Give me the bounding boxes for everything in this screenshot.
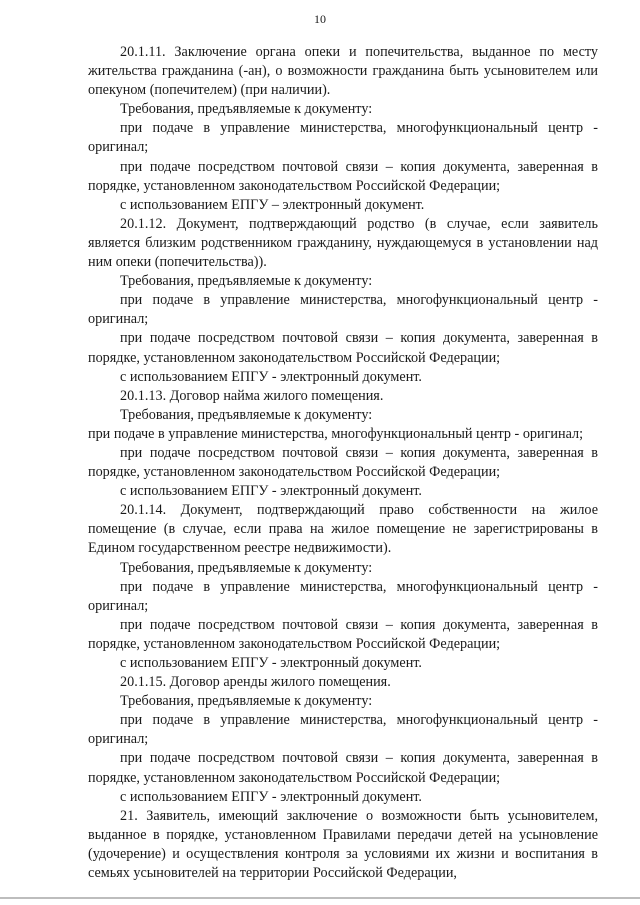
requirement-office-original: при подаче в управление министерства, многофункциональный центр - оригинал; <box>88 578 598 614</box>
requirement-office-original: при подаче в управление министерства, многофункциональный центр - оригинал; <box>88 425 584 442</box>
paragraph-20-1-12: 20.1.12. Документ, подтверждающий родство (в случае, если заявитель является близким родственником гражданину, нуждающемуся в установлении над ним опеки (попечительства)). <box>88 215 598 271</box>
paragraph-20-1-13: 20.1.13. Договор найма жилого помещения. <box>120 387 384 404</box>
requirements-heading: Требования, предъявляемые к документу: <box>120 273 373 290</box>
page-number: 10 <box>314 12 326 26</box>
document-body <box>88 43 598 883</box>
requirements-heading: Требования, предъявляемые к документу: <box>120 693 373 710</box>
scan-edge-line <box>0 897 640 899</box>
requirement-epgu-electronic: с использованием ЕПГУ – электронный документ. <box>120 196 425 213</box>
requirement-postal-copy: при подаче посредством почтовой связи – копия документа, заверенная в порядке, установленном законодательством Российской Федерации; <box>88 616 598 652</box>
requirements-heading: Требования, предъявляемые к документу: <box>120 101 373 118</box>
paragraph-20-1-15: 20.1.15. Договор аренды жилого помещения. <box>120 674 391 691</box>
requirement-office-original: при подаче в управление министерства, многофункциональный центр - оригинал; <box>88 292 598 328</box>
requirement-postal-copy: при подаче посредством почтовой связи – копия документа, заверенная в порядке, установленном законодательством Российской Федерации; <box>88 444 598 481</box>
requirement-office-original: при подаче в управление министерства, многофункциональный центр - оригинал; <box>88 712 598 748</box>
paragraph-20-1-14: 20.1.14. Документ, подтверждающий право собственности на жилое помещение (в случае, если права на жилое помещение не зарегистрированы в Едином государственном реестре недвижимости). <box>88 502 598 557</box>
requirement-epgu-electronic: с использованием ЕПГУ - электронный документ. <box>120 368 422 385</box>
requirement-epgu-electronic: с использованием ЕПГУ - электронный документ. <box>120 483 422 500</box>
requirement-epgu-electronic: с использованием ЕПГУ - электронный документ. <box>120 788 422 805</box>
requirements-heading: Требования, предъявляемые к документу: <box>120 406 373 423</box>
requirement-postal-copy: при подаче посредством почтовой связи – копия документа, заверенная в порядке, установленном законодательством Российской Федерации; <box>88 750 598 786</box>
requirement-postal-copy: при подаче посредством почтовой связи – копия документа, заверенная в порядке, установленном законодательством Российской Федерации; <box>88 330 598 366</box>
paragraph-21: 21. Заявитель, имеющий заключение о возможности быть усыновителем, выданное в порядке, установленном Правилами передачи детей на усыновление (удочерение) и осуществления контроля за условиями их жизни и воспитания в семьях усыновителей на территории Российской Федерации, <box>88 807 598 882</box>
requirement-epgu-electronic: с использованием ЕПГУ - электронный документ. <box>120 655 422 671</box>
paragraph-20-1-11: 20.1.11. Заключение органа опеки и попечительства, выданное по месту жительства гражданина (-ан), о возможности гражданина быть усыновителем или опекуном (попечителем) (при наличии). <box>88 44 598 99</box>
requirement-office-original: при подаче в управление министерства, многофункциональный центр - оригинал; <box>88 120 598 156</box>
requirement-postal-copy: при подаче посредством почтовой связи – копия документа, заверенная в порядке, установленном законодательством Российской Федерации; <box>88 158 598 194</box>
requirements-heading: Требования, предъявляемые к документу: <box>120 559 373 576</box>
